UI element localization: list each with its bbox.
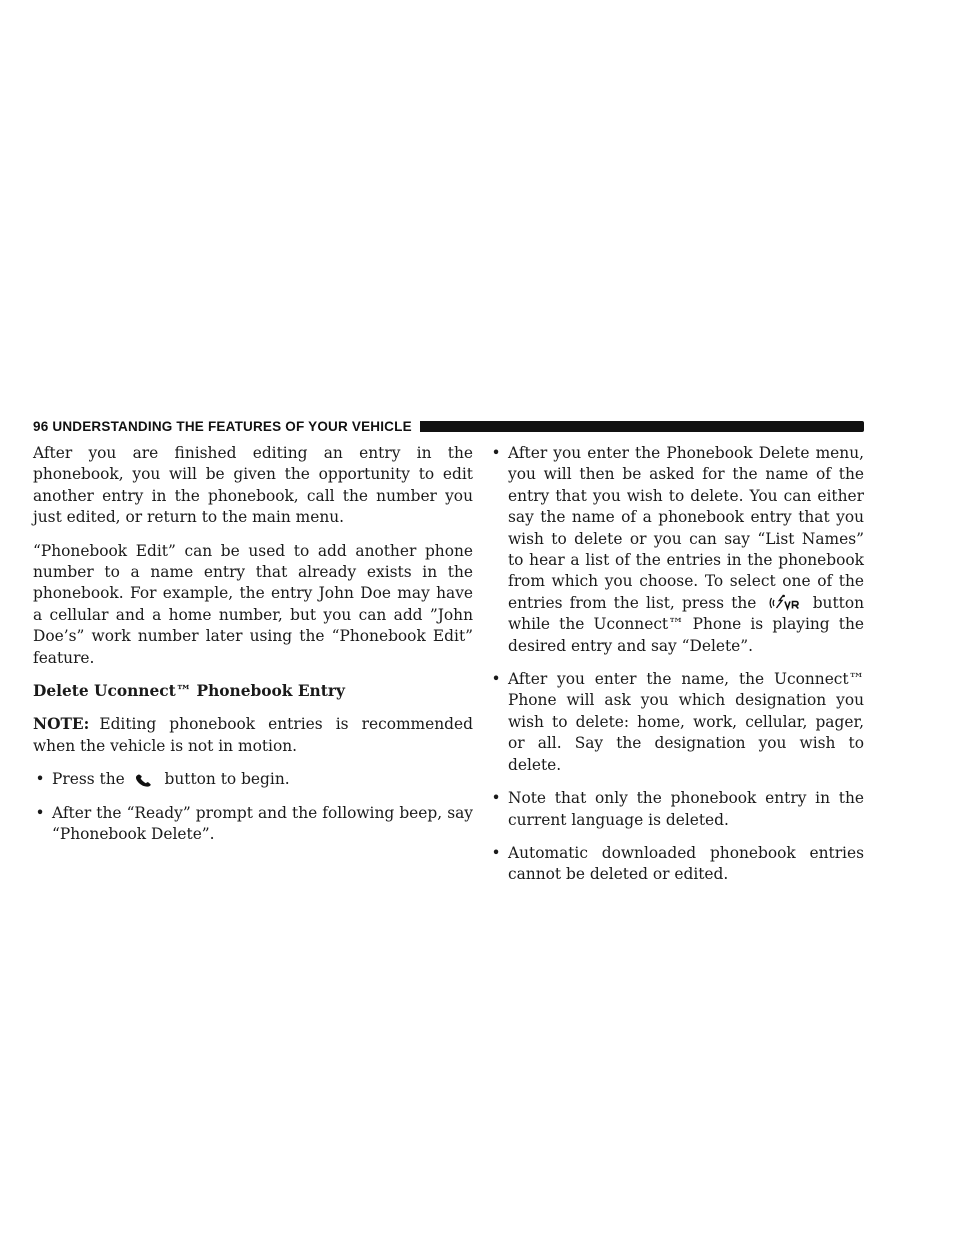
- header-rule: [420, 421, 864, 432]
- bullet-dot: •: [491, 843, 501, 862]
- bullet-dot: •: [35, 770, 45, 789]
- bullet-text: Note that only the phonebook entry in the current language is deleted.: [508, 789, 864, 829]
- page-header: [33, 416, 864, 436]
- bullet-text: After the “Ready” prompt and the following beep, say “Phonebook Delete”.: [52, 803, 473, 844]
- paragraph-edit-finished: After you are finished editing an entry in the phonebook, you will be given the opportunity to edit another entry in the phonebook, call the number you just edited, or return to the main menu.: [33, 444, 473, 527]
- page-header-text: 96 UNDERSTANDING THE FEATURES OF YOUR VEHICLE: [33, 418, 412, 434]
- section-heading: Delete Uconnect™ Phonebook Entry: [33, 682, 345, 701]
- bullet-dot: •: [491, 789, 501, 808]
- list-item: [489, 443, 864, 657]
- list-item: [489, 843, 864, 886]
- right-column: [489, 443, 864, 886]
- note: [33, 714, 473, 757]
- list-item: [33, 803, 473, 846]
- bullet-text-start: After you enter the Phonebook Delete menu, you will then be asked for the name of the entry that you wish to delete. You can either say the name of a phonebook entry that you wish to delete or you can say “List Names” to hear a list of the entries in the phonebook from which you choose. To select one of the entries from the list, press the: [508, 444, 864, 612]
- note-text: Editing phonebook entries is recommended when the vehicle is not in motion.: [33, 715, 473, 755]
- bullet-text-start: Press the: [52, 770, 125, 789]
- bullet-dot: •: [491, 444, 501, 462]
- phone-icon: [134, 774, 156, 788]
- list-item: [489, 669, 864, 776]
- bullet-text: Automatic downloaded phonebook entries cannot be deleted or edited.: [508, 843, 864, 884]
- bullet-dot: •: [491, 670, 501, 689]
- list-item: [33, 769, 473, 790]
- bullet-dot: •: [35, 803, 45, 822]
- bullet-text-end: button to begin.: [164, 770, 290, 789]
- voice-recognition-icon: [768, 594, 802, 612]
- list-item: [489, 788, 864, 831]
- bullet-text: After you enter the name, the Uconnect™ Phone will ask you which designation you wish to delete: home, work, cellular, pager, or all. Say the designation you wish to delete.: [508, 670, 864, 774]
- bullet-text-end: button while the Uconnect™ Phone is playing the desired entry and say “Delete”.: [508, 593, 864, 655]
- note-label: NOTE:: [33, 715, 90, 734]
- left-column: [33, 443, 473, 858]
- paragraph-phonebook-edit: “Phonebook Edit” can be used to add another phone number to a name entry that already exists in the phonebook. For example, the entry John Doe may have a cellular and a home number, but you can add ”John Doe’s” work number later using the “Phonebook Edit” feature.: [33, 541, 473, 667]
